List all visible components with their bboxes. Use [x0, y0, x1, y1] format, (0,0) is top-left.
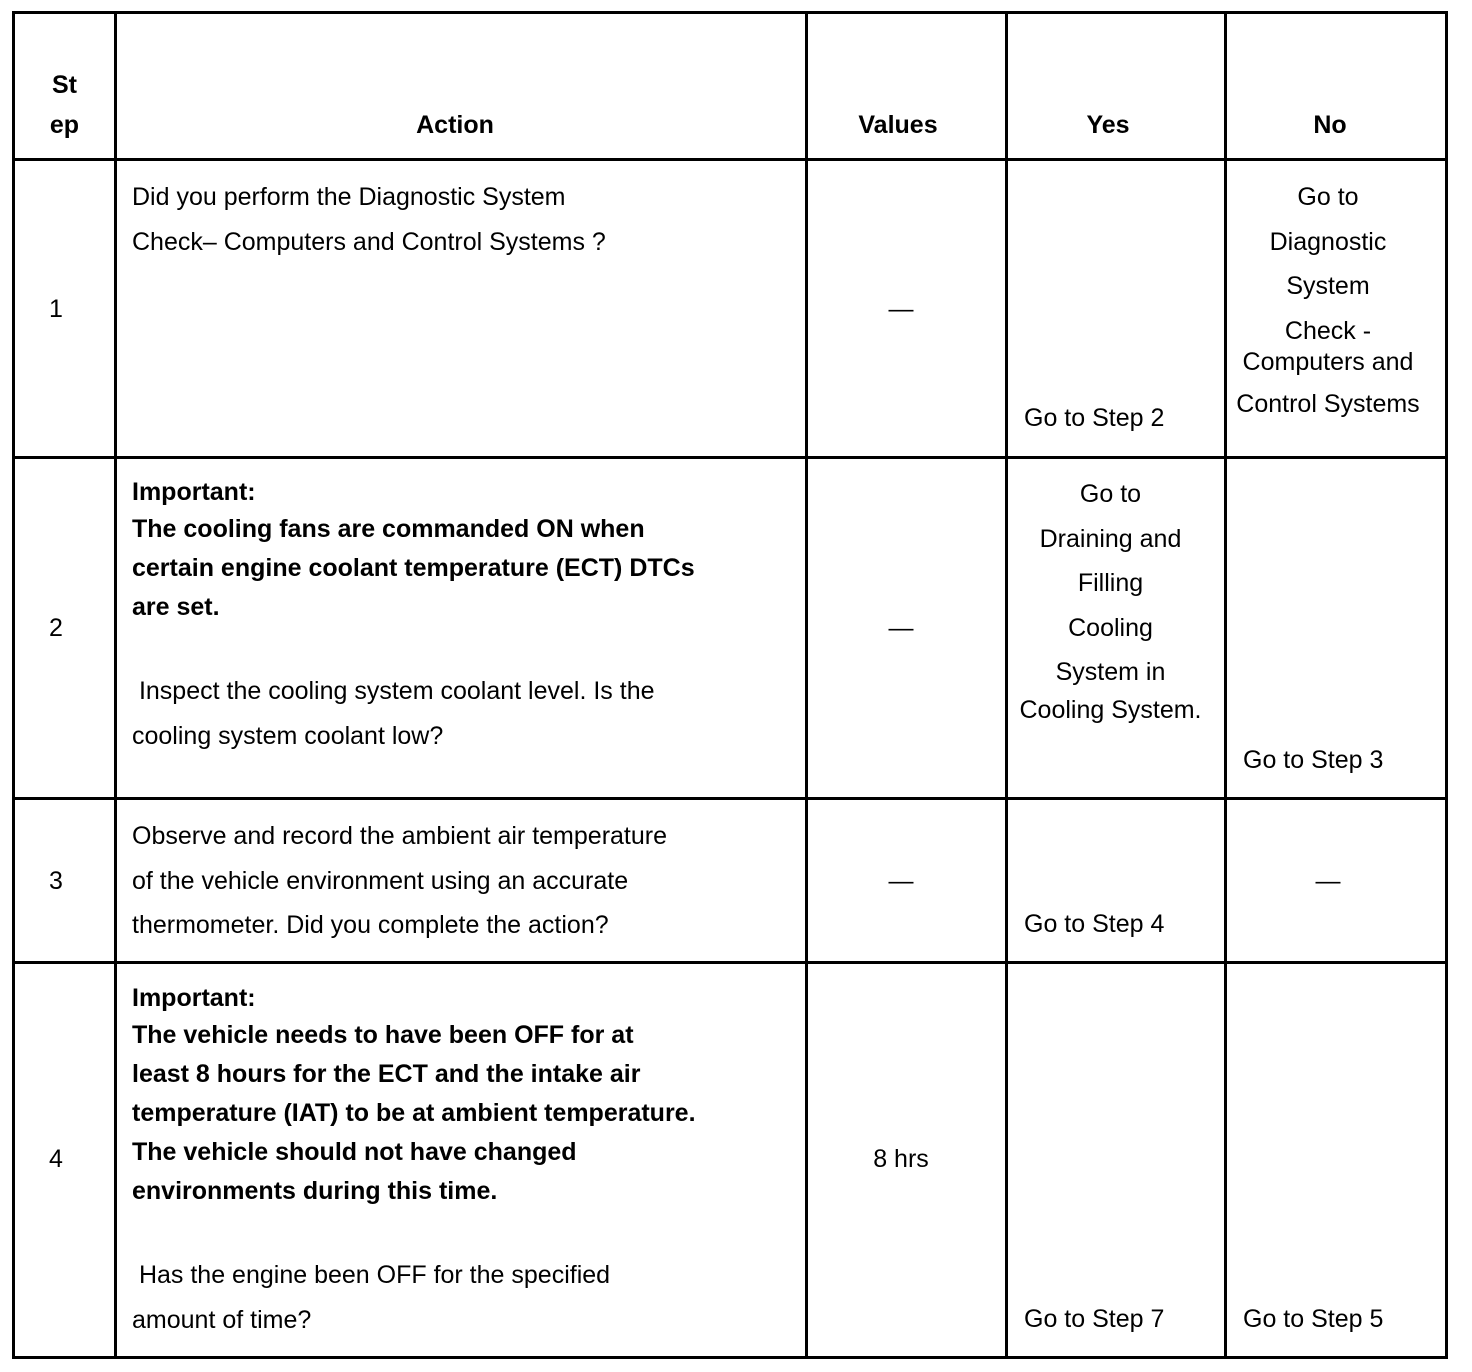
- no-text: —: [1315, 867, 1341, 895]
- important-label: Important:: [132, 984, 256, 1012]
- important-label: Important:: [132, 478, 256, 506]
- column-divider: [114, 11, 117, 1359]
- row-divider: [12, 797, 1448, 800]
- step-number: 4: [49, 1145, 63, 1173]
- action-line: thermometer. Did you complete the action?: [132, 911, 609, 939]
- yes-line: Filling: [1077, 569, 1144, 597]
- table-border-bottom: [12, 1356, 1448, 1359]
- header-step-line2: ep: [49, 111, 80, 139]
- header-yes: Yes: [1086, 111, 1130, 139]
- important-line: environments during this time.: [132, 1177, 498, 1205]
- value-text: —: [888, 614, 914, 642]
- yes-line: Go to: [1079, 480, 1142, 508]
- important-line: The vehicle should not have changed: [132, 1138, 577, 1166]
- action-line: of the vehicle environment using an accurate: [132, 866, 629, 895]
- action-line: cooling system coolant low?: [132, 721, 444, 750]
- important-line: certain engine coolant temperature (ECT) DTCs: [132, 554, 695, 582]
- no-line: System: [1286, 272, 1370, 300]
- action-text: [132, 814, 667, 948]
- yes-line: Cooling: [1068, 614, 1153, 642]
- action-line: Observe and record the ambient air temperature: [132, 822, 667, 850]
- important-line: The vehicle needs to have been OFF for at: [132, 1021, 634, 1049]
- table-border-right: [1445, 11, 1448, 1359]
- row-divider: [12, 456, 1448, 459]
- no-text: Go to Step 5: [1243, 1305, 1384, 1333]
- no-text: Go to Step 3: [1243, 746, 1384, 774]
- no-line: Computers and: [1242, 348, 1414, 376]
- important-text: [132, 1016, 696, 1211]
- important-text: [132, 510, 695, 627]
- important-line: The cooling fans are commanded ON when: [132, 515, 645, 543]
- action-line: Inspect the cooling system coolant level. Is the: [132, 677, 655, 705]
- yes-text: Go to Step 4: [1024, 910, 1165, 938]
- action-line: Did you perform the Diagnostic System: [132, 183, 566, 211]
- no-line: Control Systems: [1236, 390, 1420, 418]
- step-number: 2: [49, 614, 63, 642]
- header-values: Values: [858, 111, 938, 139]
- important-line: least 8 hours for the ECT and the intake air: [132, 1060, 641, 1088]
- step-number: 3: [49, 867, 63, 895]
- no-line: Go to: [1297, 183, 1359, 211]
- yes-text: [1008, 480, 1213, 724]
- header-action: Action: [416, 111, 494, 139]
- no-text: [1227, 183, 1429, 418]
- action-line: Has the engine been OFF for the specified: [132, 1261, 611, 1289]
- value-text: 8 hrs: [873, 1145, 929, 1173]
- step-number: 1: [49, 295, 63, 323]
- important-line: temperature (IAT) to be at ambient temperature.: [132, 1099, 696, 1127]
- no-line: Check -: [1284, 317, 1372, 345]
- important-line: are set.: [132, 593, 220, 621]
- row-divider: [12, 158, 1448, 161]
- action-text: [132, 669, 655, 758]
- value-text: —: [888, 867, 914, 895]
- no-line: Diagnostic: [1269, 228, 1387, 256]
- action-text: [132, 175, 606, 264]
- yes-text: Go to Step 7: [1024, 1305, 1165, 1333]
- yes-text: Go to Step 2: [1024, 404, 1165, 432]
- column-divider: [1005, 11, 1008, 1359]
- header-step-line1: St: [52, 71, 77, 99]
- action-line: amount of time?: [132, 1305, 312, 1334]
- action-line: Check– Computers and Control Systems ?: [132, 227, 606, 256]
- yes-line: Draining and: [1039, 525, 1182, 553]
- yes-line: Cooling System.: [1019, 696, 1202, 724]
- value-text: —: [888, 295, 914, 323]
- table-border-top: [12, 11, 1448, 14]
- yes-line: System in: [1055, 658, 1166, 686]
- header-no: No: [1313, 111, 1347, 139]
- row-divider: [12, 961, 1448, 964]
- action-text: [132, 1253, 610, 1342]
